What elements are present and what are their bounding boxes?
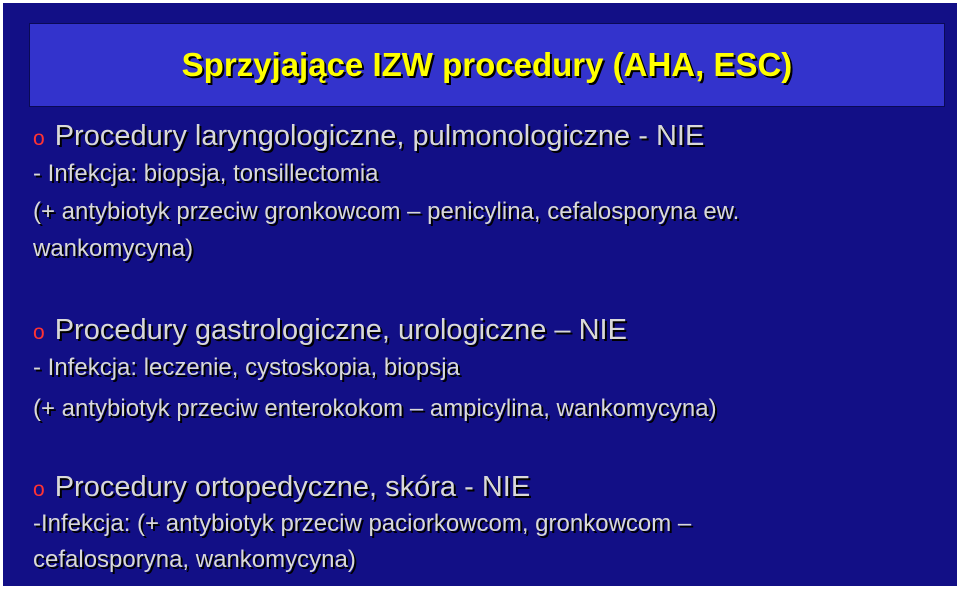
section-heading-text: Procedury laryngologiczne, pulmonologiczne - NIE	[54, 120, 705, 152]
bullet-marker: o	[33, 127, 45, 150]
section-line: (+ antybiotyk przeciw enterokokom – ampicylina, wankomycyna)	[33, 395, 717, 422]
section-heading-text: Procedury ortopedyczne, skóra - NIE	[54, 471, 531, 503]
section-heading-gastrology	[33, 314, 627, 347]
bullet-marker: o	[33, 478, 45, 501]
section-line: cefalosporyna, wankomycyna)	[33, 546, 356, 573]
section-heading-text: Procedury gastrologiczne, urologiczne – NIE	[54, 314, 627, 346]
section-line: -Infekcja: (+ antybiotyk przeciw paciorkowcom, gronkowcom –	[33, 510, 692, 537]
title-bar	[29, 23, 945, 107]
section-line: wankomycyna)	[33, 235, 194, 262]
bullet-marker: o	[33, 321, 45, 344]
section-heading-orthopedics	[33, 471, 530, 504]
section-heading-laryngology	[33, 120, 704, 153]
section-line: - Infekcja: leczenie, cystoskopia, biopsja	[33, 354, 460, 381]
slide-title: Sprzyjające IZW procedury (AHA, ESC)	[181, 46, 793, 83]
section-line: (+ antybiotyk przeciw gronkowcom – penicylina, cefalosporyna ew.	[33, 198, 740, 225]
section-line: - Infekcja: biopsja, tonsillectomia	[33, 160, 379, 187]
